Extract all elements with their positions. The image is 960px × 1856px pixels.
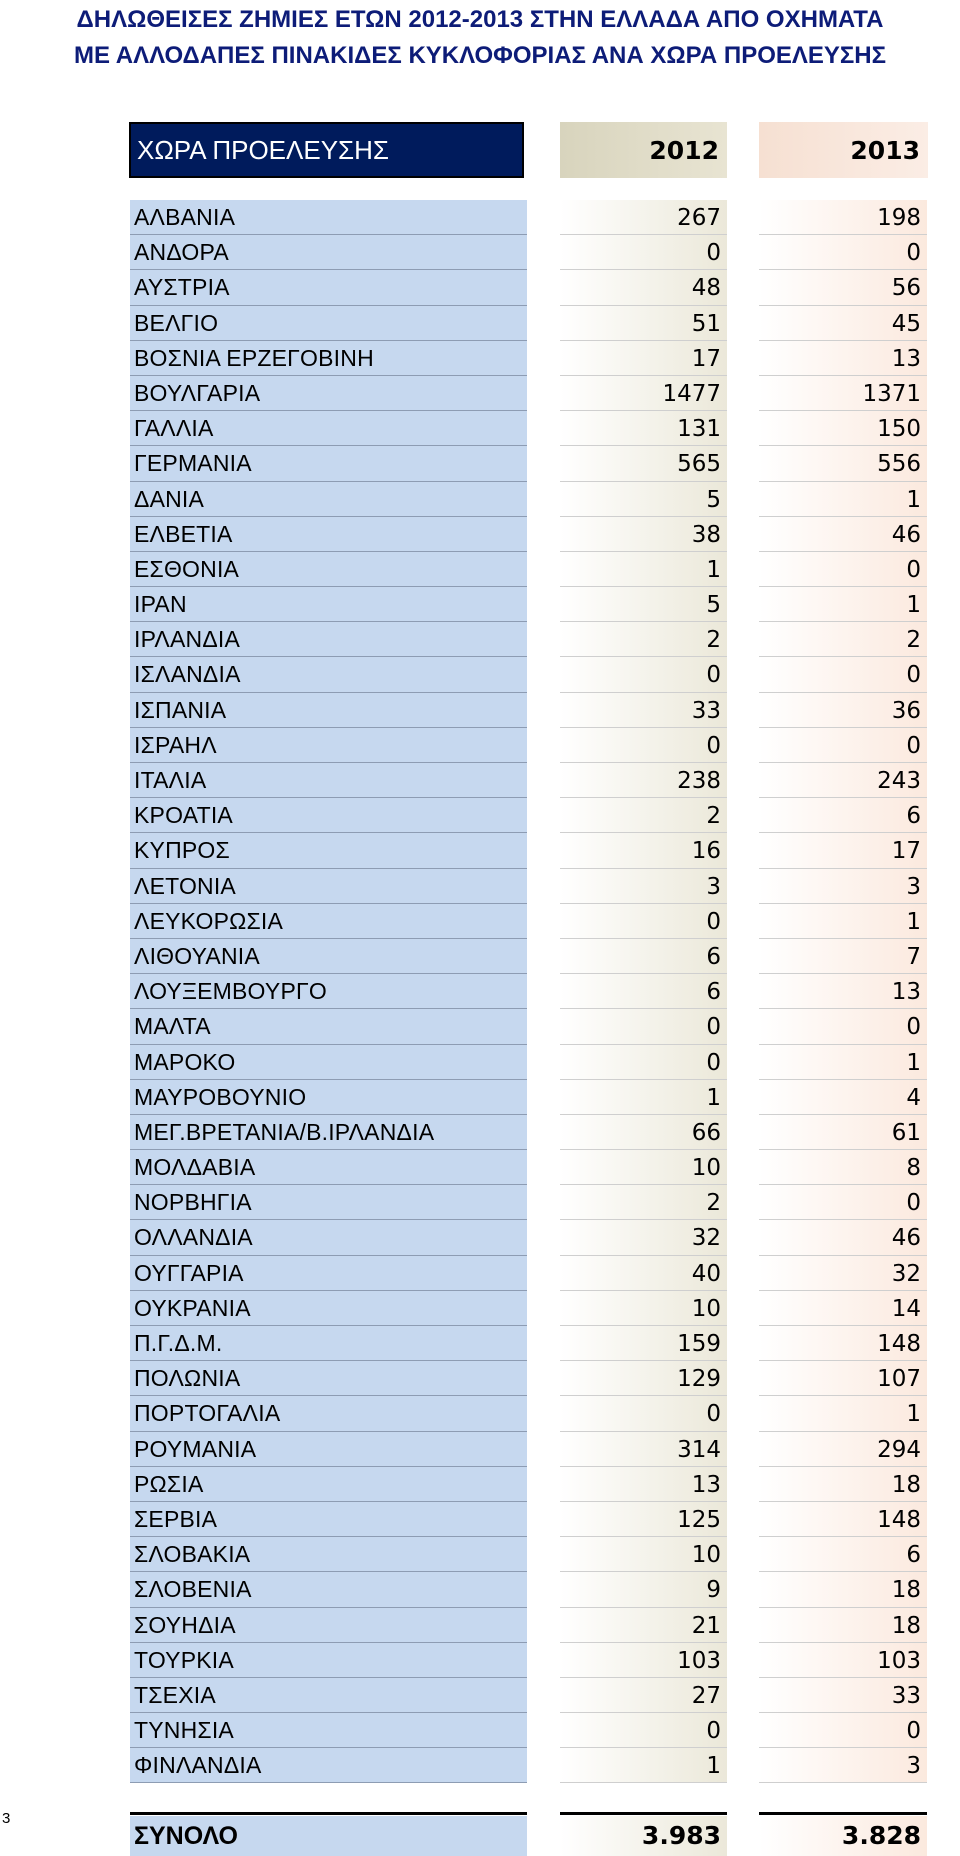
value-2012-cell: 6 bbox=[560, 974, 727, 1009]
country-cell: ΛΕΥΚΟΡΩΣΙΑ bbox=[130, 904, 527, 939]
value-2012-cell: 0 bbox=[560, 235, 727, 270]
value-2013-cell: 556 bbox=[759, 446, 927, 481]
table-row bbox=[0, 1220, 960, 1255]
table-row bbox=[0, 1115, 960, 1150]
value-2012-cell: 314 bbox=[560, 1432, 727, 1467]
country-cell: ΕΣΘΟΝΙΑ bbox=[130, 552, 527, 587]
table-row bbox=[0, 552, 960, 587]
country-cell: ΦΙΝΛΑΝΔΙΑ bbox=[130, 1748, 527, 1783]
page-number: 3 bbox=[2, 1810, 11, 1827]
value-2012-cell: 38 bbox=[560, 517, 727, 552]
value-2013-cell: 3 bbox=[759, 869, 927, 904]
value-2012-cell: 32 bbox=[560, 1220, 727, 1255]
value-2012-cell: 51 bbox=[560, 306, 727, 341]
country-cell: ΠΟΡΤΟΓΑΛΙΑ bbox=[130, 1396, 527, 1431]
country-cell: ΙΣΡΑΗΛ bbox=[130, 728, 527, 763]
value-2013-cell: 0 bbox=[759, 728, 927, 763]
value-2013-cell: 103 bbox=[759, 1643, 927, 1678]
value-2013-cell: 0 bbox=[759, 1009, 927, 1044]
value-2012-cell: 0 bbox=[560, 728, 727, 763]
table-row bbox=[0, 235, 960, 270]
country-cell: ΑΝΔΟΡΑ bbox=[130, 235, 527, 270]
value-2013-cell: 46 bbox=[759, 1220, 927, 1255]
value-2013-cell: 1 bbox=[759, 1396, 927, 1431]
value-2012-cell: 5 bbox=[560, 587, 727, 622]
country-cell: ΟΛΛΑΝΔΙΑ bbox=[130, 1220, 527, 1255]
value-2012-cell: 131 bbox=[560, 411, 727, 446]
table-row bbox=[0, 1045, 960, 1080]
country-cell: ΡΟΥΜΑΝΙΑ bbox=[130, 1432, 527, 1467]
country-cell: ΙΡΛΑΝΔΙΑ bbox=[130, 622, 527, 657]
country-cell: ΛΕΤΟΝΙΑ bbox=[130, 869, 527, 904]
country-cell: ΔΑΝΙΑ bbox=[130, 482, 527, 517]
value-2012-cell: 3 bbox=[560, 869, 727, 904]
country-cell: ΙΤΑΛΙΑ bbox=[130, 763, 527, 798]
table-row bbox=[0, 833, 960, 868]
country-cell: ΒΟΥΛΓΑΡΙΑ bbox=[130, 376, 527, 411]
value-2013-cell: 8 bbox=[759, 1150, 927, 1185]
title-line-2: ΜΕ ΑΛΛΟΔΑΠΕΣ ΠΙΝΑΚΙΔΕΣ ΚΥΚΛΟΦΟΡΙΑΣ ΑΝΑ ΧΩΡΑ ΠΡΟΕΛΕΥΣΗΣ bbox=[73, 42, 887, 69]
value-2012-cell: 103 bbox=[560, 1643, 727, 1678]
value-2013-cell: 33 bbox=[759, 1678, 927, 1713]
value-2013-cell: 148 bbox=[759, 1502, 927, 1537]
value-2012-cell: 16 bbox=[560, 833, 727, 868]
table-row bbox=[0, 1326, 960, 1361]
country-cell: ΠΟΛΩΝΙΑ bbox=[130, 1361, 527, 1396]
value-2013-cell: 45 bbox=[759, 306, 927, 341]
value-2012-cell: 48 bbox=[560, 270, 727, 305]
total-rule-2013 bbox=[759, 1812, 927, 1815]
value-2012-cell: 1477 bbox=[560, 376, 727, 411]
table-row bbox=[0, 1748, 960, 1783]
table-row bbox=[0, 200, 960, 235]
value-2012-cell: 9 bbox=[560, 1572, 727, 1607]
value-2013-cell: 18 bbox=[759, 1608, 927, 1643]
table-row bbox=[0, 411, 960, 446]
table-row bbox=[0, 763, 960, 798]
table-row bbox=[0, 1502, 960, 1537]
value-2013-cell: 0 bbox=[759, 657, 927, 692]
header-2013: 2013 bbox=[759, 122, 928, 178]
value-2013-cell: 13 bbox=[759, 341, 927, 376]
country-cell: ΑΛΒΑΝΙΑ bbox=[130, 200, 527, 235]
value-2012-cell: 10 bbox=[560, 1537, 727, 1572]
value-2012-cell: 0 bbox=[560, 657, 727, 692]
value-2012-cell: 565 bbox=[560, 446, 727, 481]
country-cell: ΤΟΥΡΚΙΑ bbox=[130, 1643, 527, 1678]
table-row bbox=[0, 1396, 960, 1431]
country-cell: ΣΟΥΗΔΙΑ bbox=[130, 1608, 527, 1643]
value-2012-cell: 1 bbox=[560, 552, 727, 587]
value-2013-cell: 46 bbox=[759, 517, 927, 552]
value-2012-cell: 129 bbox=[560, 1361, 727, 1396]
value-2013-cell: 3 bbox=[759, 1748, 927, 1783]
value-2013-cell: 2 bbox=[759, 622, 927, 657]
country-cell: ΕΛΒΕΤΙΑ bbox=[130, 517, 527, 552]
table-row bbox=[0, 1678, 960, 1713]
table-row bbox=[0, 446, 960, 481]
table-row bbox=[0, 1432, 960, 1467]
total-rule-2012 bbox=[560, 1812, 727, 1815]
country-cell: ΤΥΝΗΣΙΑ bbox=[130, 1713, 527, 1748]
value-2012-cell: 10 bbox=[560, 1291, 727, 1326]
value-2013-cell: 1 bbox=[759, 904, 927, 939]
table-row bbox=[0, 1185, 960, 1220]
table-row bbox=[0, 376, 960, 411]
value-2013-cell: 14 bbox=[759, 1291, 927, 1326]
total-label: ΣΥΝΟΛΟ bbox=[130, 1816, 527, 1856]
value-2013-cell: 6 bbox=[759, 1537, 927, 1572]
country-cell: ΛΙΘΟΥΑΝΙΑ bbox=[130, 939, 527, 974]
value-2013-cell: 56 bbox=[759, 270, 927, 305]
value-2013-cell: 1 bbox=[759, 1045, 927, 1080]
country-cell: ΜΟΛΔΑΒΙΑ bbox=[130, 1150, 527, 1185]
total-rule-country bbox=[130, 1812, 527, 1815]
value-2013-cell: 294 bbox=[759, 1432, 927, 1467]
value-2013-cell: 4 bbox=[759, 1080, 927, 1115]
value-2012-cell: 0 bbox=[560, 1396, 727, 1431]
value-2012-cell: 0 bbox=[560, 1009, 727, 1044]
country-cell: ΓΕΡΜΑΝΙΑ bbox=[130, 446, 527, 481]
country-cell: ΡΩΣΙΑ bbox=[130, 1467, 527, 1502]
value-2013-cell: 13 bbox=[759, 974, 927, 1009]
table-row bbox=[0, 904, 960, 939]
value-2012-cell: 66 bbox=[560, 1115, 727, 1150]
value-2013-cell: 150 bbox=[759, 411, 927, 446]
value-2013-cell: 107 bbox=[759, 1361, 927, 1396]
value-2012-cell: 10 bbox=[560, 1150, 727, 1185]
value-2013-cell: 6 bbox=[759, 798, 927, 833]
value-2012-cell: 33 bbox=[560, 693, 727, 728]
country-cell: ΟΥΓΓΑΡΙΑ bbox=[130, 1256, 527, 1291]
table-row bbox=[0, 1643, 960, 1678]
value-2012-cell: 2 bbox=[560, 622, 727, 657]
table-row bbox=[0, 1537, 960, 1572]
table-row bbox=[0, 728, 960, 763]
country-cell: ΝΟΡΒΗΓΙΑ bbox=[130, 1185, 527, 1220]
value-2012-cell: 0 bbox=[560, 1713, 727, 1748]
value-2013-cell: 0 bbox=[759, 1713, 927, 1748]
value-2013-cell: 0 bbox=[759, 1185, 927, 1220]
table-row bbox=[0, 1256, 960, 1291]
table-row bbox=[0, 798, 960, 833]
value-2013-cell: 0 bbox=[759, 235, 927, 270]
country-cell: ΜΑΥΡΟΒΟΥΝΙΟ bbox=[130, 1080, 527, 1115]
value-2012-cell: 267 bbox=[560, 200, 727, 235]
country-cell: Π.Γ.Δ.Μ. bbox=[130, 1326, 527, 1361]
value-2013-cell: 17 bbox=[759, 833, 927, 868]
table-row bbox=[0, 341, 960, 376]
value-2012-cell: 125 bbox=[560, 1502, 727, 1537]
value-2012-cell: 159 bbox=[560, 1326, 727, 1361]
table-row bbox=[0, 517, 960, 552]
header-2012: 2012 bbox=[560, 122, 727, 178]
country-cell: ΣΛΟΒΕΝΙΑ bbox=[130, 1572, 527, 1607]
value-2013-cell: 18 bbox=[759, 1572, 927, 1607]
country-cell: ΜΑΡΟΚΟ bbox=[130, 1045, 527, 1080]
value-2012-cell: 2 bbox=[560, 1185, 727, 1220]
value-2013-cell: 1371 bbox=[759, 376, 927, 411]
value-2013-cell: 36 bbox=[759, 693, 927, 728]
value-2012-cell: 13 bbox=[560, 1467, 727, 1502]
value-2013-cell: 1 bbox=[759, 587, 927, 622]
country-cell: ΒΕΛΓΙΟ bbox=[130, 306, 527, 341]
value-2012-cell: 1 bbox=[560, 1080, 727, 1115]
value-2013-cell: 61 bbox=[759, 1115, 927, 1150]
table-row bbox=[0, 1608, 960, 1643]
table-row bbox=[0, 587, 960, 622]
value-2012-cell: 6 bbox=[560, 939, 727, 974]
table-row bbox=[0, 1009, 960, 1044]
value-2013-cell: 7 bbox=[759, 939, 927, 974]
value-2013-cell: 243 bbox=[759, 763, 927, 798]
table-row bbox=[0, 1572, 960, 1607]
country-cell: ΑΥΣΤΡΙΑ bbox=[130, 270, 527, 305]
value-2013-cell: 1 bbox=[759, 482, 927, 517]
table-row bbox=[0, 1150, 960, 1185]
table-row bbox=[0, 1291, 960, 1326]
value-2012-cell: 0 bbox=[560, 1045, 727, 1080]
country-cell: ΒΟΣΝΙΑ ΕΡΖΕΓΟΒΙΝΗ bbox=[130, 341, 527, 376]
country-cell: ΟΥΚΡΑΝΙΑ bbox=[130, 1291, 527, 1326]
table-row bbox=[0, 1361, 960, 1396]
table-row bbox=[0, 939, 960, 974]
table-row bbox=[0, 482, 960, 517]
title-line-1: ΔΗΛΩΘΕΙΣΕΣ ΖΗΜΙΕΣ ΕΤΩΝ 2012-2013 ΣΤΗΝ ΕΛΛΑΔΑ ΑΠΟ ΟΧΗΜΑΤΑ bbox=[76, 6, 884, 33]
header-country: ΧΩΡΑ ΠΡΟΕΛΕΥΣΗΣ bbox=[129, 122, 524, 178]
table-row bbox=[0, 869, 960, 904]
total-2013: 3.828 bbox=[759, 1816, 927, 1856]
table-row bbox=[0, 657, 960, 692]
country-cell: ΤΣΕΧΙΑ bbox=[130, 1678, 527, 1713]
value-2012-cell: 21 bbox=[560, 1608, 727, 1643]
country-cell: ΓΑΛΛΙΑ bbox=[130, 411, 527, 446]
country-cell: ΛΟΥΞΕΜΒΟΥΡΓΟ bbox=[130, 974, 527, 1009]
country-cell: ΚΥΠΡΟΣ bbox=[130, 833, 527, 868]
value-2012-cell: 17 bbox=[560, 341, 727, 376]
table-row bbox=[0, 1713, 960, 1748]
country-cell: ΜΑΛΤΑ bbox=[130, 1009, 527, 1044]
value-2012-cell: 0 bbox=[560, 904, 727, 939]
value-2012-cell: 238 bbox=[560, 763, 727, 798]
table-row bbox=[0, 693, 960, 728]
country-cell: ΙΣΛΑΝΔΙΑ bbox=[130, 657, 527, 692]
value-2013-cell: 148 bbox=[759, 1326, 927, 1361]
country-cell: ΣΕΡΒΙΑ bbox=[130, 1502, 527, 1537]
table-row bbox=[0, 270, 960, 305]
value-2012-cell: 2 bbox=[560, 798, 727, 833]
table-row bbox=[0, 622, 960, 657]
table-row bbox=[0, 1467, 960, 1502]
value-2012-cell: 1 bbox=[560, 1748, 727, 1783]
country-cell: ΙΣΠΑΝΙΑ bbox=[130, 693, 527, 728]
value-2012-cell: 40 bbox=[560, 1256, 727, 1291]
value-2013-cell: 0 bbox=[759, 552, 927, 587]
value-2013-cell: 198 bbox=[759, 200, 927, 235]
table-row bbox=[0, 306, 960, 341]
table-body bbox=[0, 200, 960, 1783]
value-2012-cell: 5 bbox=[560, 482, 727, 517]
country-cell: ΚΡΟΑΤΙΑ bbox=[130, 798, 527, 833]
value-2013-cell: 32 bbox=[759, 1256, 927, 1291]
country-cell: ΣΛΟΒΑΚΙΑ bbox=[130, 1537, 527, 1572]
country-cell: ΙΡΑΝ bbox=[130, 587, 527, 622]
table-row bbox=[0, 1080, 960, 1115]
country-cell: ΜΕΓ.ΒΡΕΤΑΝΙΑ/Β.ΙΡΛΑΝΔΙΑ bbox=[130, 1115, 527, 1150]
total-2012: 3.983 bbox=[560, 1816, 727, 1856]
value-2012-cell: 27 bbox=[560, 1678, 727, 1713]
value-2013-cell: 18 bbox=[759, 1467, 927, 1502]
table-row bbox=[0, 974, 960, 1009]
